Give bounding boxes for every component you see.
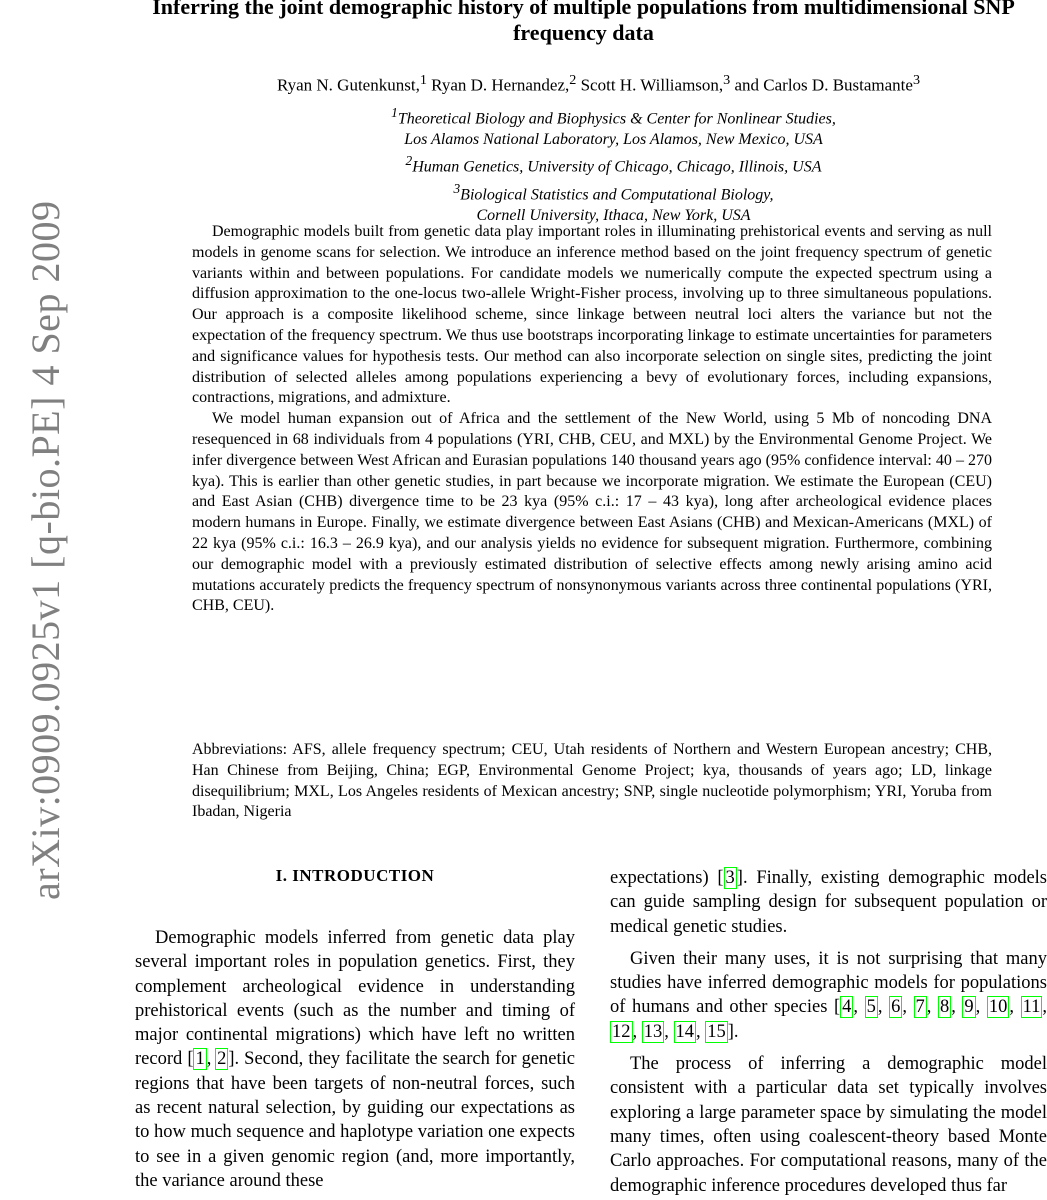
affiliation-text: Biological Statistics and Computational Biology, — [460, 185, 774, 203]
citation-link[interactable]: 5 — [866, 997, 876, 1018]
affiliation-text: Human Genetics, University of Chicago, Chicago, Illinois, USA — [412, 158, 822, 176]
paper-title: Inferring the joint demographic history of multiple populations from multidimensional SNP frequency data — [152, 0, 1015, 45]
affiliation-line — [200, 129, 1027, 150]
abstract — [192, 222, 992, 617]
citation-link[interactable]: 15 — [707, 1021, 726, 1042]
body-text: expectations) — [610, 868, 718, 888]
citation-link[interactable]: 13 — [643, 1021, 663, 1042]
author-affil-mark: 3 — [912, 72, 921, 88]
citation-link[interactable]: 1 — [195, 1049, 205, 1070]
body-text: . Second, they facilitate the search for genetic regions that have been targets of non-neutral forces, such as recent natural selection, by guiding our expectations as to how much sequence and haplotype variation one expects to see in a given genomic region (and, more importantly, the variance around these — [135, 1049, 575, 1191]
affiliation-text: Los Alamos National Laboratory, Los Alamos, New Mexico, USA — [404, 131, 823, 149]
body-text: Given their many uses, it is not surprising that many studies have inferred demographic models for populations of humans and other species — [610, 948, 1047, 1018]
body-paragraph: expectations) [ 3 ]. Finally, existing demographic models can guide sampling design for subsequent population or medical genetic studies. — [610, 868, 1047, 937]
affiliation-line — [200, 150, 1027, 177]
citation-link[interactable]: 8 — [939, 997, 950, 1018]
author-name: and Carlos D. Bustamante — [734, 75, 913, 95]
citation-link[interactable]: 10 — [988, 997, 1008, 1018]
body-text: . — [733, 1021, 739, 1042]
author-affil-mark: 3 — [723, 72, 731, 88]
affiliation-text: Cornell University, Ithaca, New York, USA — [476, 206, 751, 224]
affiliation-text: Theoretical Biology and Biophysics & Center for Nonlinear Studies, — [397, 110, 836, 128]
author-affil-mark: 2 — [569, 72, 577, 88]
author-list — [160, 72, 1037, 96]
citation-group: 4 , 5 , 6 , 7 , 8 , 9 , 10 , 11 , 12 , 13 , 14 , 15 — [612, 997, 1047, 1042]
affiliation-line — [200, 102, 1027, 129]
affiliation-mark: 1 — [391, 105, 398, 120]
body-text: . Finally, existing demographic models can guide sampling design for subsequent population or medical genetic studies. — [610, 868, 1047, 937]
body-paragraph: Given their many uses, it is not surprising that many studies have inferred demographic models for populations of humans and other species [ 4 , 5 , 6 , 7 , 8 , 9 , 10 , 11 , 12 , 13 , 14 , 15 ]. — [610, 948, 1047, 1042]
author-affil-mark: 1 — [419, 72, 427, 88]
citation-link[interactable]: 14 — [675, 1021, 694, 1042]
section-heading-introduction: I. INTRODUCTION — [275, 866, 435, 885]
body-text: Demographic models inferred from genetic data play several important roles in population genetics. First, they complement archeological evidence in understanding prehistorical events (such as the number and timing of major continental migrations) which have left no written record — [135, 928, 575, 1070]
citation-link[interactable]: 9 — [964, 997, 974, 1018]
author-name: Ryan D. Hernandez, — [431, 75, 570, 95]
abbreviations: Abbreviations: AFS, allele frequency spectrum; CEU, Utah residents of Northern and Western European ancestry; CHB, Han Chinese from Beijing, China; EGP, Environmental Genome Project; kya, thousands of years ago; LD, linkage disequilibrium; MXL, Los Angeles residents of Mexican ancestry; SNP, single nucleotide polymorphism; YRI, Yoruba from Ibadan, Nigeria — [192, 741, 992, 821]
citation-link[interactable]: 7 — [915, 997, 925, 1018]
left-column — [135, 926, 575, 1193]
citation-link[interactable]: 6 — [891, 997, 901, 1018]
affiliation-line — [200, 178, 1027, 205]
affiliations — [200, 102, 1027, 226]
arxiv-identifier: arXiv:0909.0925v1 [q-bio.PE] 4 Sep 2009 — [23, 200, 68, 900]
citation-link[interactable]: 12 — [612, 1021, 631, 1042]
citation-link[interactable]: 11 — [1022, 997, 1041, 1018]
affiliation-mark: 3 — [453, 180, 461, 196]
abstract-paragraph: Demographic models built from genetic data play important roles in illuminating prehistorical events and serving as null models in genome scans for selection. We introduce an inference method based on the joint frequency spectrum of genetic variants within and between populations. For candidate models we numerically compute the expected spectrum using a diffusion approximation to the one-locus two-allele Wright-Fisher process, involving up to three simultaneous populations. Our approach is a composite likelihood scheme, since linkage between neutral loci alters the variance but not the expectation of the frequency spectrum. We thus use bootstraps incorporating linkage to estimate uncertainties for parameters and significance values for hypothesis tests. Our method can also incorporate selection on single sites, predicting the joint distribution of selected alleles among populations experiencing a bevy of evolutionary forces, including expansions, contractions, migrations, and admixture. — [192, 223, 992, 407]
abstract-paragraph: We model human expansion out of Africa and the settlement of the New World, using 5 Mb of noncoding DNA resequenced in 68 individuals from 4 populations (YRI, CHB, CEU, and MXL) by the Environmental Genome Project. We infer divergence between West African and Eurasian populations 140 thousand years ago (95% confidence interval: 40 – 270 kya). This is earlier than other genetic studies, in part because we incorporate migration. We estimate the European (CEU) and East Asian (CHB) divergence time to be 23 kya (95% c.i.: 17 – 43 kya), long after archeological evidence places modern humans in Europe. Finally, we estimate divergence between East Asians (CHB) and Mexican-Americans (MXL) of 22 kya (95% c.i.: 16.3 – 26.9 kya), and our analysis yields no evidence for subsequent migration. Furthermore, combining our demographic model with a previously estimated distribution of selective effects among newly arising amino acid mutations accurately predicts the frequency spectrum of nonsynonymous variants across three continental populations (YRI, CHB, CEU). — [192, 410, 992, 615]
author-name: Ryan N. Gutenkunst, — [276, 75, 420, 95]
body-paragraph: Demographic models inferred from genetic data play several important roles in population genetics. First, they complement archeological evidence in understanding prehistorical events (such as the number and timing of major continental migrations) which have left no written record [ 1 , 2 ]. Second, they facilitate the search for genetic regions that have been targets of non-neutral forces, such as recent natural selection, by guiding our expectations as to how much sequence and haplotype variation one expects to see in a given genomic region (and, more importantly, the variance around these — [135, 928, 575, 1191]
citation-link[interactable]: 2 — [217, 1049, 227, 1070]
citation-link[interactable]: 4 — [842, 997, 852, 1018]
author-name: Scott H. Williamson, — [580, 75, 724, 95]
affiliation-mark: 2 — [405, 153, 413, 169]
body-paragraph: The process of inferring a demographic model consistent with a particular data set typically involves exploring a large parameter space by simulating the model many times, often using coalescent-theory based Monte Carlo approaches. For computational reasons, many of the demographic inference procedures developed thus far — [610, 1054, 1047, 1196]
citation-link[interactable]: 3 — [725, 868, 735, 888]
right-column — [610, 866, 1047, 1198]
